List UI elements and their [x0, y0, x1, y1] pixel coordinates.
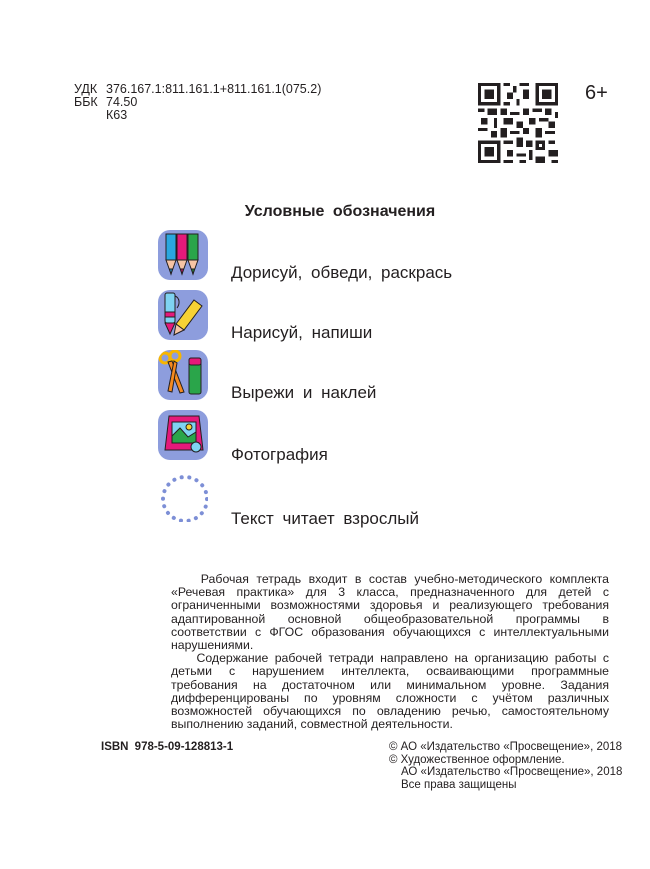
- copyright-line: АО «Издательство «Просвещение», 2018: [401, 766, 623, 778]
- description: [171, 573, 609, 731]
- legend-label: Фотография: [231, 445, 328, 464]
- udk-value: 376.167.1:811.161.1+811.161.1(075.2): [106, 82, 322, 96]
- catalog-codes: [74, 83, 321, 122]
- pencils-icon: [158, 230, 208, 280]
- copyright-line: © Художественное оформление.: [389, 753, 565, 766]
- legend-item-cut-paste: [158, 350, 377, 402]
- legend-label: Текст читает взрослый: [231, 509, 420, 528]
- legend-item-adult-reads: [158, 472, 420, 528]
- age-rating: 6+: [585, 82, 608, 104]
- copyright-line: © АО «Издательство «Просвещение», 2018: [389, 741, 623, 753]
- copyright: [389, 741, 622, 791]
- bbk-value: 74.50: [106, 95, 138, 109]
- dotted-circle-icon: [158, 472, 208, 522]
- legend-label: Дорисуй, обведи, раскрась: [231, 263, 453, 282]
- isbn: ISBN 978-5-09-128813-1: [101, 741, 234, 753]
- rights-reserved: Все права защищены: [401, 778, 517, 791]
- pen-pencil-icon: [158, 290, 208, 340]
- legend-item-photo: [158, 410, 328, 464]
- qr-code: [478, 83, 558, 163]
- legend-label: Нарисуй, напиши: [231, 323, 373, 342]
- description-paragraph: Содержание рабочей тетради направлено на организацию работы с детьми с нарушением интеллекта, осваивающими программные требования на достаточном или минимальном уровне. Задания дифференцированы по уровням сложности с учётом различных возможностей обучающихся по овладению речью, самостоятельному выполнению заданий, совместной деятельности.: [171, 651, 609, 732]
- scissors-glue-icon: [158, 350, 208, 400]
- legend-item-draw-write: [158, 290, 373, 342]
- description-paragraph: Рабочая тетрадь входит в состав учебно-методического комплекта «Речевая практика» для 3 класса, предназначенного для детей с ограниченными возможностями здоровья и реализующего требования адаптированной основной общеобразовательной программы в соответствии с ФГОС образования обучающихся с интеллектуальными нарушениями.: [171, 572, 609, 653]
- bbk-label: ББК: [74, 95, 98, 109]
- legend-title: Условные обозначения: [244, 203, 436, 220]
- author-mark: К63: [106, 108, 128, 122]
- udk-label: УДК: [74, 82, 98, 96]
- legend-item-draw-color: [158, 230, 453, 282]
- photo-frame-icon: [158, 410, 208, 460]
- legend-label: Вырежи и наклей: [231, 383, 377, 402]
